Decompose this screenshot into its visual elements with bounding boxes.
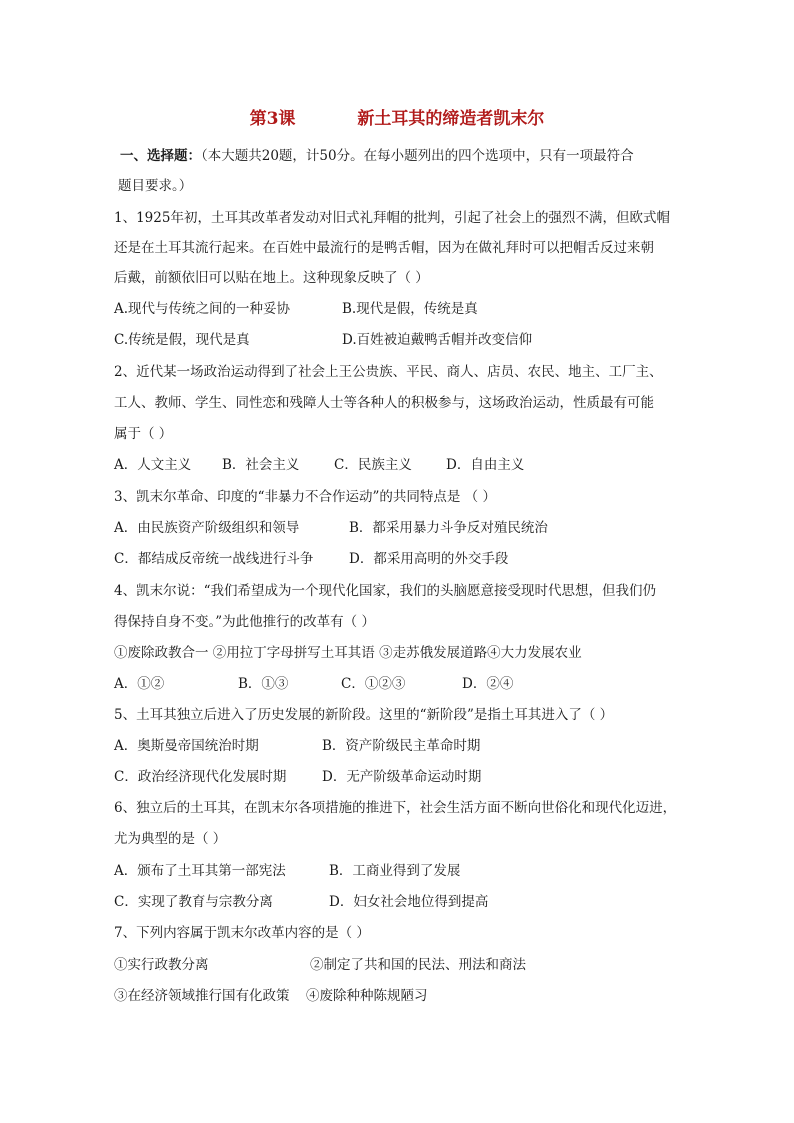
q6-line: 尤为典型的是（ ） <box>114 831 227 847</box>
q7-item-4: ④废除种种陈规陋习 <box>306 988 428 1004</box>
q3-option-a: A．由民族资产阶级组织和领导 <box>114 520 300 536</box>
q5-option-a: A．奥斯曼帝国统治时期 <box>114 738 259 754</box>
q4-option-a: A．①② <box>114 676 165 692</box>
q7-line: 7、下列内容属于凯末尔改革内容的是（ ） <box>114 925 370 941</box>
section-desc-line2: 题目要求。） <box>118 178 193 194</box>
q2-line: 2、近代某一场政治运动得到了社会上王公贵族、平民、商人、店员、农民、地主、工厂主、 <box>114 364 663 380</box>
section-desc-line1: （本大题共20题，计50分。在每小题列出的四个选项中，只有一项最符合 <box>201 148 634 164</box>
q2-line: 工人、教师、学生、同性恋和残障人士等各种人的积极参与，这场政治运动，性质最有可能 <box>114 395 654 411</box>
q1-option-c: C.传统是假，现代是真 <box>114 332 250 348</box>
q4-option-d: D．②④ <box>462 676 514 692</box>
q1-option-b: B.现代是假，传统是真 <box>342 301 478 317</box>
q5-option-d: D．无产阶级革命运动时期 <box>322 769 482 785</box>
section-label: 一、选择题： <box>120 148 201 164</box>
q4-line: 4、凯末尔说：“我们希望成为一个现代化国家，我们的头脑愿意接受现时代思想，但我们仍 <box>114 583 656 599</box>
lesson-topic: 新土耳其的缔造者凯末尔 <box>357 109 545 129</box>
q2-option-a: A．人文主义 <box>114 457 192 473</box>
q5-line: 5、土耳其独立后进入了历史发展的新阶段。这里的“新阶段”是指土耳其进入了（ ） <box>114 707 614 723</box>
q6-option-b: B．工商业得到了发展 <box>329 863 461 879</box>
q3-option-c: C．都结成反帝统一战线进行斗争 <box>114 551 314 567</box>
q6-option-c: C．实现了教育与宗教分离 <box>114 894 273 910</box>
q2-option-c: C．民族主义 <box>334 457 412 473</box>
q1-option-d: D.百姓被迫戴鸭舌帽并改变信仰 <box>342 332 533 348</box>
q2-option-d: D．自由主义 <box>446 457 525 473</box>
q7-item-3: ③在经济领域推行国有化政策 <box>114 988 290 1004</box>
q6-option-a: A．颁布了土耳其第一部宪法 <box>114 863 286 879</box>
q7-item-2: ②制定了共和国的民法、刑法和商法 <box>310 957 526 973</box>
q4-items: ①废除政教合一 ②用拉丁字母拼写土耳其语 ③走苏俄发展道路④大力发展农业 <box>114 645 582 661</box>
section-header <box>120 146 634 166</box>
q1-option-a: A.现代与传统之间的一种妥协 <box>114 301 291 317</box>
q1-line: 后戴，前额依旧可以贴在地上。这种现象反映了（ ） <box>114 270 429 286</box>
q6-option-d: D．妇女社会地位得到提高 <box>329 894 489 910</box>
lesson-number: 第3课 <box>249 109 296 129</box>
q1-line: 还是在土耳其流行起来。在百姓中最流行的是鸭舌帽，因为在做礼拜时可以把帽舌反过来朝 <box>114 240 654 256</box>
q3-line: 3、凯末尔革命、印度的“非暴力不合作运动”的共同特点是 （ ） <box>114 489 496 505</box>
q4-line: 得保持自身不变。”为此他推行的改革有（ ） <box>114 614 375 630</box>
q6-line: 6、独立后的土耳其，在凯末尔各项措施的推进下，社会生活方面不断向世俗化和现代化迈进， <box>114 800 677 816</box>
q3-option-d: D．都采用高明的外交手段 <box>349 551 509 567</box>
q2-option-b: B．社会主义 <box>222 457 300 473</box>
q4-option-b: B．①③ <box>238 676 289 692</box>
q3-option-b: B．都采用暴力斗争反对殖民统治 <box>349 520 548 536</box>
q5-option-b: B．资产阶级民主革命时期 <box>322 738 481 754</box>
q4-option-c: C．①②③ <box>341 676 406 692</box>
q5-option-c: C．政治经济现代化发展时期 <box>114 769 287 785</box>
q2-line: 属于（ ） <box>114 426 173 442</box>
q7-item-1: ①实行政教分离 <box>114 957 209 973</box>
lesson-title <box>0 104 794 129</box>
q1-line: 1、1925年初，土耳其改革者发动对旧式礼拜帽的批判，引起了社会上的强烈不满，但欧式帽 <box>114 210 670 226</box>
